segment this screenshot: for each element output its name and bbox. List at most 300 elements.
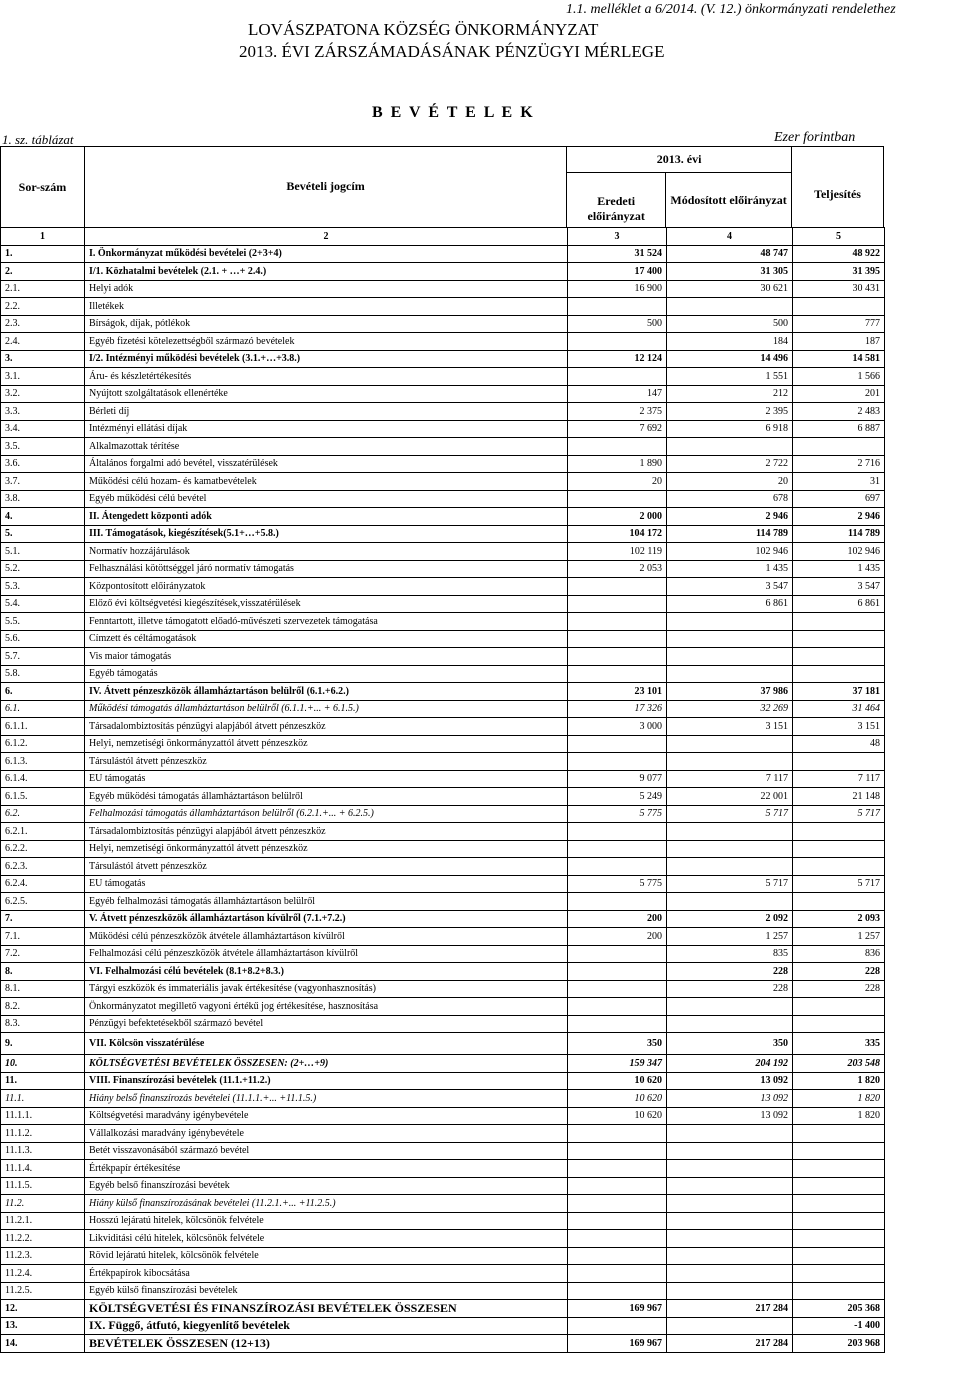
original-value: 2 053 (568, 560, 667, 578)
actual-value: 203 548 (793, 1055, 885, 1073)
original-value: 20 (568, 473, 667, 491)
row-label: IV. Átvett pénzeszközök államháztartáson belülről (6.1.+6.2.) (85, 683, 568, 701)
row-number: 11.2.2. (1, 1230, 85, 1248)
row-number: 6.1.1. (1, 718, 85, 736)
row-label: Címzett és céltámogatások (85, 630, 568, 648)
original-value (568, 665, 667, 683)
row-label: Általános forgalmi adó bevétel, visszatérülések (85, 455, 568, 473)
row-label: Költségvetési maradvány igénybevétele (85, 1107, 568, 1125)
row-number: 6.1. (1, 700, 85, 718)
modified-value: 3 547 (667, 578, 793, 596)
row-number: 5.8. (1, 665, 85, 683)
original-value (568, 980, 667, 998)
actual-value (793, 1142, 885, 1160)
table-row (1, 1247, 885, 1265)
table-row (1, 560, 885, 578)
actual-value: 114 789 (793, 525, 885, 543)
original-value (568, 753, 667, 771)
modified-value: 500 (667, 315, 793, 333)
modified-value: 212 (667, 385, 793, 403)
actual-value (793, 630, 885, 648)
col-number: 4 (667, 228, 793, 246)
table-row (1, 840, 885, 858)
modified-value (667, 1125, 793, 1143)
col-header-title: Bevételi jogcím (84, 147, 566, 228)
modified-value (667, 735, 793, 753)
modified-value (667, 630, 793, 648)
row-label: Fenntartott, illetve támogatott előadó-művészeti szervezetek támogatása (85, 613, 568, 631)
actual-value: 1 257 (793, 928, 885, 946)
row-label: Társadalombiztosítás pénzügyi alapjából átvett pénzeszköz (85, 718, 568, 736)
table-row (1, 630, 885, 648)
original-value: 1 890 (568, 455, 667, 473)
row-number: 3.6. (1, 455, 85, 473)
modified-value (667, 823, 793, 841)
table-row (1, 1335, 885, 1353)
row-label: Rövid lejáratú hitelek, kölcsönök felvétele (85, 1247, 568, 1265)
row-label: Pénzügyi befektetésekből származó bevétel (85, 1015, 568, 1033)
table-row (1, 928, 885, 946)
row-number: 5.6. (1, 630, 85, 648)
modified-value (667, 840, 793, 858)
row-number: 12. (1, 1300, 85, 1318)
row-label: KÖLTSÉGVETÉSI ÉS FINANSZÍROZÁSI BEVÉTELEK ÖSSZESEN (85, 1300, 568, 1318)
row-label: Hosszú lejáratú hitelek, kölcsönök felvétele (85, 1212, 568, 1230)
original-value (568, 648, 667, 666)
row-number: 11.1.3. (1, 1142, 85, 1160)
modified-value: 6 861 (667, 595, 793, 613)
modified-value (667, 1142, 793, 1160)
actual-value: 6 861 (793, 595, 885, 613)
row-number: 1. (1, 245, 85, 263)
section-title: B E V É T E L E K (372, 104, 535, 121)
table-row (1, 1033, 885, 1055)
modified-value: 114 789 (667, 525, 793, 543)
modified-value (667, 298, 793, 316)
original-value (568, 578, 667, 596)
actual-value (793, 998, 885, 1016)
col-header-no: Sor-szám (1, 147, 85, 228)
modified-value (667, 665, 793, 683)
table-row (1, 875, 885, 893)
table-row (1, 788, 885, 806)
row-number: 13. (1, 1317, 85, 1335)
modified-value (667, 753, 793, 771)
table-row (1, 613, 885, 631)
row-number: 5.4. (1, 595, 85, 613)
modified-value (667, 858, 793, 876)
row-number: 11.1.2. (1, 1125, 85, 1143)
table-row (1, 315, 885, 333)
row-number: 5.3. (1, 578, 85, 596)
actual-value (793, 1212, 885, 1230)
row-number: 5.1. (1, 543, 85, 561)
row-label: Egyéb működési célú bevétel (85, 490, 568, 508)
column-number-row (1, 228, 885, 246)
modified-value: 30 621 (667, 280, 793, 298)
table-row (1, 1142, 885, 1160)
actual-value: 1 820 (793, 1072, 885, 1090)
original-value (568, 823, 667, 841)
table-row (1, 998, 885, 1016)
table-reference: 1. sz. táblázat (2, 132, 74, 147)
row-number: 8.2. (1, 998, 85, 1016)
table-row (1, 1177, 885, 1195)
modified-value: 217 284 (667, 1335, 793, 1353)
table-row (1, 805, 885, 823)
row-number: 5.5. (1, 613, 85, 631)
modified-value (667, 1212, 793, 1230)
table-row (1, 595, 885, 613)
row-label: Betét visszavonásából származó bevétel (85, 1142, 568, 1160)
modified-value: 184 (667, 333, 793, 351)
table-row (1, 455, 885, 473)
modified-value: 32 269 (667, 700, 793, 718)
table-row (1, 280, 885, 298)
table-row (1, 770, 885, 788)
actual-value (793, 1195, 885, 1213)
modified-value: 228 (667, 963, 793, 981)
row-label: Felhasználási kötöttséggel járó normatív támogatás (85, 560, 568, 578)
row-label: Társulástól átvett pénzeszköz (85, 858, 568, 876)
original-value (568, 945, 667, 963)
row-label: Helyi adók (85, 280, 568, 298)
original-value: 200 (568, 928, 667, 946)
modified-value: 13 092 (667, 1090, 793, 1108)
table-row (1, 333, 885, 351)
modified-value: 2 395 (667, 403, 793, 421)
actual-value: 6 887 (793, 420, 885, 438)
row-label: VI. Felhalmozási célú bevételek (8.1+8.2+8.3.) (85, 963, 568, 981)
original-value (568, 1160, 667, 1178)
row-label: Társadalombiztosítás pénzügyi alapjából átvett pénzeszköz (85, 823, 568, 841)
modified-value: 5 717 (667, 875, 793, 893)
modified-value: 102 946 (667, 543, 793, 561)
original-value (568, 1282, 667, 1300)
actual-value: -1 400 (793, 1317, 885, 1335)
modified-value: 217 284 (667, 1300, 793, 1318)
actual-value: 1 435 (793, 560, 885, 578)
actual-value: 2 093 (793, 910, 885, 928)
row-label: V. Átvett pénzeszközök államháztartáson kívülről (7.1.+7.2.) (85, 910, 568, 928)
row-number: 5. (1, 525, 85, 543)
actual-value (793, 1160, 885, 1178)
original-value: 12 124 (568, 350, 667, 368)
table-row (1, 1265, 885, 1283)
row-label: KÖLTSÉGVETÉSI BEVÉTELEK ÖSSZESEN: (2+…+9) (85, 1055, 568, 1073)
row-number: 6.2. (1, 805, 85, 823)
actual-value (793, 298, 885, 316)
annex-reference: 1.1. melléklet a 6/2014. (V. 12.) önkormányzati rendelethez (566, 2, 896, 17)
modified-value: 1 435 (667, 560, 793, 578)
actual-value (793, 1015, 885, 1033)
original-value (568, 1015, 667, 1033)
table-row (1, 298, 885, 316)
row-number: 11.2.5. (1, 1282, 85, 1300)
row-label: Egyéb működési támogatás államháztartáson belülről (85, 788, 568, 806)
modified-value: 14 496 (667, 350, 793, 368)
original-value: 17 400 (568, 263, 667, 281)
original-value (568, 1265, 667, 1283)
actual-value: 3 151 (793, 718, 885, 736)
actual-value: 5 717 (793, 875, 885, 893)
revenue-table (0, 227, 885, 1353)
original-value: 17 326 (568, 700, 667, 718)
modified-value: 228 (667, 980, 793, 998)
row-number: 11. (1, 1072, 85, 1090)
original-value: 159 347 (568, 1055, 667, 1073)
original-value (568, 298, 667, 316)
row-label: EU támogatás (85, 875, 568, 893)
actual-value (793, 438, 885, 456)
row-label: Központosított előirányzatok (85, 578, 568, 596)
modified-value: 37 986 (667, 683, 793, 701)
original-value: 104 172 (568, 525, 667, 543)
original-value (568, 1247, 667, 1265)
original-value: 16 900 (568, 280, 667, 298)
table-row (1, 1015, 885, 1033)
table-row (1, 718, 885, 736)
row-label: Egyéb felhalmozási támogatás államháztartáson belülről (85, 893, 568, 911)
original-value (568, 595, 667, 613)
table-row (1, 438, 885, 456)
actual-value: 102 946 (793, 543, 885, 561)
row-label: Bírságok, díjak, pótlékok (85, 315, 568, 333)
row-number: 5.7. (1, 648, 85, 666)
row-number: 6.2.2. (1, 840, 85, 858)
row-label: Felhalmozási célú pénzeszközök átvétele államháztartáson kívülről (85, 945, 568, 963)
modified-value: 13 092 (667, 1072, 793, 1090)
row-label: Egyéb külső finanszírozási bevételek (85, 1282, 568, 1300)
row-label: Vis maior támogatás (85, 648, 568, 666)
modified-value (667, 1015, 793, 1033)
original-value (568, 1317, 667, 1335)
original-value (568, 1230, 667, 1248)
table-row (1, 683, 885, 701)
modified-value: 13 092 (667, 1107, 793, 1125)
original-value (568, 1177, 667, 1195)
row-number: 14. (1, 1335, 85, 1353)
row-number: 6.1.4. (1, 770, 85, 788)
actual-value (793, 1282, 885, 1300)
original-value (568, 613, 667, 631)
row-label: Intézményi ellátási díjak (85, 420, 568, 438)
col-header-original: Eredeti előirányzat (567, 173, 666, 228)
row-label: I/1. Közhatalmi bevételek (2.1. + …+ 2.4.) (85, 263, 568, 281)
actual-value: 335 (793, 1033, 885, 1055)
col-number: 3 (568, 228, 667, 246)
row-label: Vállalkozási maradvány igénybevétele (85, 1125, 568, 1143)
row-number: 11.1. (1, 1090, 85, 1108)
row-number: 11.1.5. (1, 1177, 85, 1195)
row-number: 6.1.5. (1, 788, 85, 806)
document-title: LOVÁSZPATONA KÖZSÉG ÖNKORMÁNYZAT (248, 20, 599, 39)
row-number: 2.1. (1, 280, 85, 298)
row-number: 3.3. (1, 403, 85, 421)
modified-value (667, 613, 793, 631)
table-row (1, 963, 885, 981)
original-value: 2 000 (568, 508, 667, 526)
row-number: 11.2.1. (1, 1212, 85, 1230)
actual-value (793, 840, 885, 858)
modified-value (667, 1160, 793, 1178)
row-number: 6.2.4. (1, 875, 85, 893)
row-number: 6.1.2. (1, 735, 85, 753)
row-number: 6.2.3. (1, 858, 85, 876)
row-number: 6.1.3. (1, 753, 85, 771)
modified-value: 6 918 (667, 420, 793, 438)
original-value (568, 490, 667, 508)
actual-value: 697 (793, 490, 885, 508)
row-label: Nyújtott szolgáltatások ellenértéke (85, 385, 568, 403)
row-label: Működési célú hozam- és kamatbevételek (85, 473, 568, 491)
table-row (1, 910, 885, 928)
modified-value (667, 1317, 793, 1335)
actual-value: 14 581 (793, 350, 885, 368)
row-label: Értékpapír értékesítése (85, 1160, 568, 1178)
table-row (1, 1160, 885, 1178)
original-value: 9 077 (568, 770, 667, 788)
actual-value: 228 (793, 980, 885, 998)
actual-value: 48 (793, 735, 885, 753)
original-value (568, 1125, 667, 1143)
modified-value: 204 192 (667, 1055, 793, 1073)
actual-value (793, 1230, 885, 1248)
actual-value: 7 117 (793, 770, 885, 788)
row-number: 7.1. (1, 928, 85, 946)
table-row (1, 1072, 885, 1090)
original-value: 147 (568, 385, 667, 403)
row-number: 8.3. (1, 1015, 85, 1033)
original-value: 3 000 (568, 718, 667, 736)
modified-value: 678 (667, 490, 793, 508)
row-label: Működési célú pénzeszközök átvétele államháztartáson kívülről (85, 928, 568, 946)
col-header-actual: Teljesítés (792, 147, 884, 228)
original-value: 102 119 (568, 543, 667, 561)
table-row (1, 403, 885, 421)
row-number: 6.2.1. (1, 823, 85, 841)
row-label: Értékpapírok kibocsátása (85, 1265, 568, 1283)
row-label: I/2. Intézményi működési bevételek (3.1.+…+3.8.) (85, 350, 568, 368)
modified-value: 7 117 (667, 770, 793, 788)
row-number: 11.1.4. (1, 1160, 85, 1178)
actual-value: 2 716 (793, 455, 885, 473)
modified-value (667, 1230, 793, 1248)
row-number: 3. (1, 350, 85, 368)
row-number: 5.2. (1, 560, 85, 578)
col-header-modified: Módosított előirányzat (666, 173, 792, 228)
original-value: 350 (568, 1033, 667, 1055)
row-label: II. Átengedett központi adók (85, 508, 568, 526)
actual-value: 836 (793, 945, 885, 963)
original-value: 23 101 (568, 683, 667, 701)
table-row (1, 385, 885, 403)
original-value (568, 893, 667, 911)
table-row (1, 648, 885, 666)
actual-value: 1 566 (793, 368, 885, 386)
table-row (1, 1125, 885, 1143)
table-row (1, 420, 885, 438)
row-label: BEVÉTELEK ÖSSZESEN (12+13) (85, 1335, 568, 1353)
row-label: Helyi, nemzetiségi önkormányzattól átvett pénzeszköz (85, 735, 568, 753)
modified-value (667, 1247, 793, 1265)
original-value: 5 249 (568, 788, 667, 806)
actual-value (793, 858, 885, 876)
actual-value (793, 753, 885, 771)
row-number: 7.2. (1, 945, 85, 963)
actual-value: 30 431 (793, 280, 885, 298)
row-label: Felhalmozási támogatás államháztartáson belülről (6.2.1.+... + 6.2.5.) (85, 805, 568, 823)
modified-value: 1 257 (667, 928, 793, 946)
row-label: Működési támogatás államháztartáson belülről (6.1.1.+... + 6.1.5.) (85, 700, 568, 718)
row-number: 2.4. (1, 333, 85, 351)
actual-value (793, 1247, 885, 1265)
modified-value (667, 998, 793, 1016)
original-value (568, 963, 667, 981)
original-value: 2 375 (568, 403, 667, 421)
modified-value (667, 893, 793, 911)
row-label: I. Önkormányzat működési bevételei (2+3+4) (85, 245, 568, 263)
actual-value: 37 181 (793, 683, 885, 701)
table-row (1, 1300, 885, 1318)
row-label: Önkormányzatot megillető vagyoni értékű jog értékesítése, hasznosítása (85, 998, 568, 1016)
modified-value: 5 717 (667, 805, 793, 823)
row-number: 3.2. (1, 385, 85, 403)
table-row (1, 893, 885, 911)
row-label: Likviditási célú hitelek, kölcsönök felvétele (85, 1230, 568, 1248)
table-row (1, 735, 885, 753)
actual-value: 205 368 (793, 1300, 885, 1318)
row-number: 3.4. (1, 420, 85, 438)
modified-value: 20 (667, 473, 793, 491)
row-number: 8.1. (1, 980, 85, 998)
table-row (1, 473, 885, 491)
original-value (568, 1212, 667, 1230)
row-label: Egyéb támogatás (85, 665, 568, 683)
table-row (1, 578, 885, 596)
table-row (1, 858, 885, 876)
original-value (568, 998, 667, 1016)
table-row (1, 700, 885, 718)
row-number: 3.5. (1, 438, 85, 456)
original-value (568, 438, 667, 456)
row-label: Normatív hozzájárulások (85, 543, 568, 561)
row-number: 3.1. (1, 368, 85, 386)
actual-value: 2 946 (793, 508, 885, 526)
table-row (1, 753, 885, 771)
actual-value: 2 483 (793, 403, 885, 421)
modified-value (667, 1195, 793, 1213)
row-number: 2.3. (1, 315, 85, 333)
row-number: 9. (1, 1033, 85, 1055)
actual-value: 3 547 (793, 578, 885, 596)
modified-value: 350 (667, 1033, 793, 1055)
actual-value (793, 1125, 885, 1143)
row-label: Áru- és készletértékesítés (85, 368, 568, 386)
actual-value (793, 613, 885, 631)
unit-label: Ezer forintban (774, 130, 856, 145)
row-label: III. Támogatások, kiegészítések(5.1+…+5.8.) (85, 525, 568, 543)
table-row (1, 980, 885, 998)
row-number: 4. (1, 508, 85, 526)
original-value: 31 524 (568, 245, 667, 263)
row-number: 11.2. (1, 1195, 85, 1213)
row-label: Illetékek (85, 298, 568, 316)
row-label: Egyéb fizetési kötelezettségből származó bevételek (85, 333, 568, 351)
table-row (1, 945, 885, 963)
row-number: 3.7. (1, 473, 85, 491)
actual-value: 1 820 (793, 1090, 885, 1108)
